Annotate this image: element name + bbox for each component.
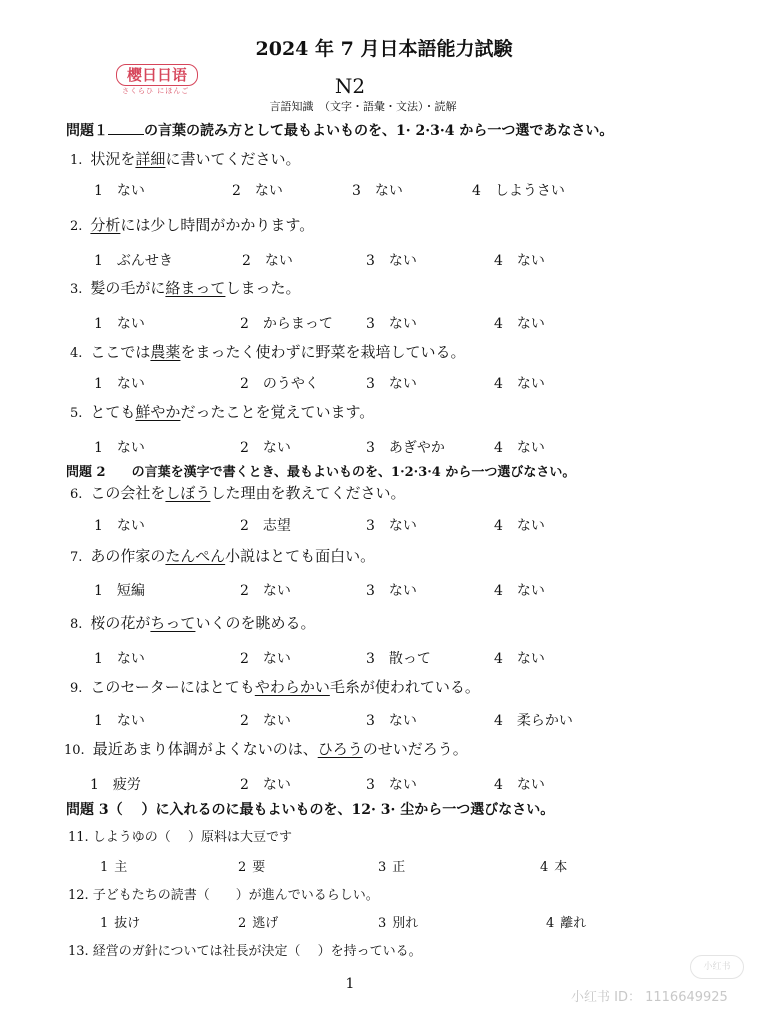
option-9-1[interactable]: 1 ない <box>94 713 145 729</box>
exam-subtitle: 言語知識 （文字・語彙・文法）・読解 <box>269 100 457 113</box>
option-8-3[interactable]: 3 散って <box>366 651 431 667</box>
option-12-1[interactable]: 1 抜け <box>100 916 141 931</box>
option-7-2[interactable]: 2 ない <box>240 583 291 599</box>
option-7-4[interactable]: 4 ない <box>494 583 545 599</box>
question-8: 8. 桜の花がちっていくのを眺める。 <box>70 614 316 632</box>
option-12-4[interactable]: 4 離れ <box>546 916 587 931</box>
option-2-1[interactable]: 1 ぶんせき <box>94 253 173 269</box>
question-5-target: 鮮やか <box>135 403 181 421</box>
question-11: 11. しようゆの（ ）原料は大豆です <box>68 830 292 845</box>
option-3-2[interactable]: 2 からまって <box>240 316 333 332</box>
question-3-target: 絡まって <box>165 279 226 297</box>
option-4-4[interactable]: 4 ない <box>494 376 545 392</box>
logo-text: 樱日日语 <box>116 64 198 86</box>
option-2-3[interactable]: 3 ない <box>366 253 417 269</box>
option-3-3[interactable]: 3 ない <box>366 316 417 332</box>
question-6: 6. この会社をしぼうした理由を教えてください。 <box>70 484 406 502</box>
section-2-heading: 問題 2 の言葉を漢字で書くとき、最もよいものを、1·2·3·4 から一つ選びなさい。 <box>66 465 576 480</box>
question-2: 2. 分析には少し時間がかかります。 <box>70 216 315 234</box>
option-3-1[interactable]: 1 ない <box>94 316 145 332</box>
option-7-1[interactable]: 1 短編 <box>94 583 145 599</box>
option-9-3[interactable]: 3 ない <box>366 713 417 729</box>
option-6-3[interactable]: 3 ない <box>366 518 417 534</box>
option-6-4[interactable]: 4 ない <box>494 518 545 534</box>
option-2-4[interactable]: 4 ない <box>494 253 545 269</box>
question-3: 3. 髪の毛がに絡まってしまった。 <box>70 279 301 297</box>
option-9-2[interactable]: 2 ない <box>240 713 291 729</box>
option-10-3[interactable]: 3 ない <box>366 777 417 793</box>
exam-level: N2 <box>334 74 366 98</box>
option-5-2[interactable]: 2 ない <box>240 440 291 456</box>
option-8-4[interactable]: 4 ない <box>494 651 545 667</box>
option-9-4[interactable]: 4 柔らかい <box>494 713 573 729</box>
question-8-target: ちって <box>150 614 196 632</box>
question-9-target: やわらかい <box>254 678 330 696</box>
option-3-4[interactable]: 4 ない <box>494 316 545 332</box>
question-7-target: たんぺん <box>165 547 226 565</box>
option-11-2[interactable]: 2 要 <box>238 860 266 875</box>
option-12-3[interactable]: 3 別れ <box>378 916 419 931</box>
option-10-2[interactable]: 2 ない <box>240 777 291 793</box>
question-5: 5. とても鮮やかだったことを覚えています。 <box>70 403 375 421</box>
option-8-1[interactable]: 1 ない <box>94 651 145 667</box>
question-7: 7. あの作家のたんぺん小説はとても面白い。 <box>70 547 376 565</box>
watermark-badge: 小红书 <box>690 955 744 979</box>
option-5-4[interactable]: 4 ない <box>494 440 545 456</box>
option-10-4[interactable]: 4 ない <box>494 777 545 793</box>
question-2-target: 分析 <box>90 216 121 234</box>
question-9: 9. このセーターにはとてもやわらかい毛糸が使われている。 <box>70 678 480 696</box>
question-6-target: しぼう <box>165 484 211 502</box>
question-13: 13. 経営のガ針については社長が決定（ ）を持っている。 <box>68 944 422 959</box>
option-11-1[interactable]: 1 主 <box>100 860 128 875</box>
option-1-2[interactable]: 2 ない <box>232 183 283 199</box>
question-10: 10. 最近あまり体調がよくないのは、ひろうのせいだろう。 <box>64 740 468 758</box>
option-8-2[interactable]: 2 ない <box>240 651 291 667</box>
question-10-target: ひろう <box>317 740 363 758</box>
option-5-1[interactable]: 1 ない <box>94 440 145 456</box>
watermark-text: 小红书 ID： 1116649925 <box>571 990 728 1005</box>
option-4-1[interactable]: 1 ない <box>94 376 145 392</box>
option-4-3[interactable]: 3 ない <box>366 376 417 392</box>
exam-title: 2024 年 7 月日本語能力試験 <box>255 38 513 60</box>
option-6-1[interactable]: 1 ない <box>94 518 145 534</box>
question-4-target: 農薬 <box>150 343 181 361</box>
option-1-4[interactable]: 4 しようさい <box>472 183 565 199</box>
option-2-2[interactable]: 2 ない <box>242 253 293 269</box>
logo-subtext: さくらひ にほんご <box>122 87 190 95</box>
page-number: 1 <box>345 976 355 992</box>
section-3-heading: 問題 3（ ）に入れるのに最もよいものを、12· 3· 尘から一つ選びなさい。 <box>66 802 555 818</box>
option-4-2[interactable]: 2 のうやく <box>240 376 319 392</box>
option-1-1[interactable]: 1 ない <box>94 183 145 199</box>
question-1: 1. 状況を詳細に書いてください。 <box>70 150 301 168</box>
question-1-target: 詳細 <box>135 150 166 168</box>
option-5-3[interactable]: 3 あぎやか <box>366 440 445 456</box>
option-6-2[interactable]: 2 志望 <box>240 518 291 534</box>
option-11-3[interactable]: 3 正 <box>378 860 406 875</box>
option-10-1[interactable]: 1 疲労 <box>90 777 141 793</box>
section-1-heading: 問題１ の言葉の読み方として最もよいものを、1· 2·3·4 から一つ選であなさい。 <box>66 123 614 139</box>
question-4: 4. ここでは農薬をまったく使わずに野菜を栽培している。 <box>70 343 466 361</box>
heading-blank <box>108 134 144 135</box>
option-7-3[interactable]: 3 ない <box>366 583 417 599</box>
option-1-3[interactable]: 3 ない <box>352 183 403 199</box>
question-12: 12. 子どもたちの読書（ ）が進んでいるらしい。 <box>68 888 379 903</box>
option-12-2[interactable]: 2 逃げ <box>238 916 279 931</box>
option-11-4[interactable]: 4 本 <box>540 860 568 875</box>
